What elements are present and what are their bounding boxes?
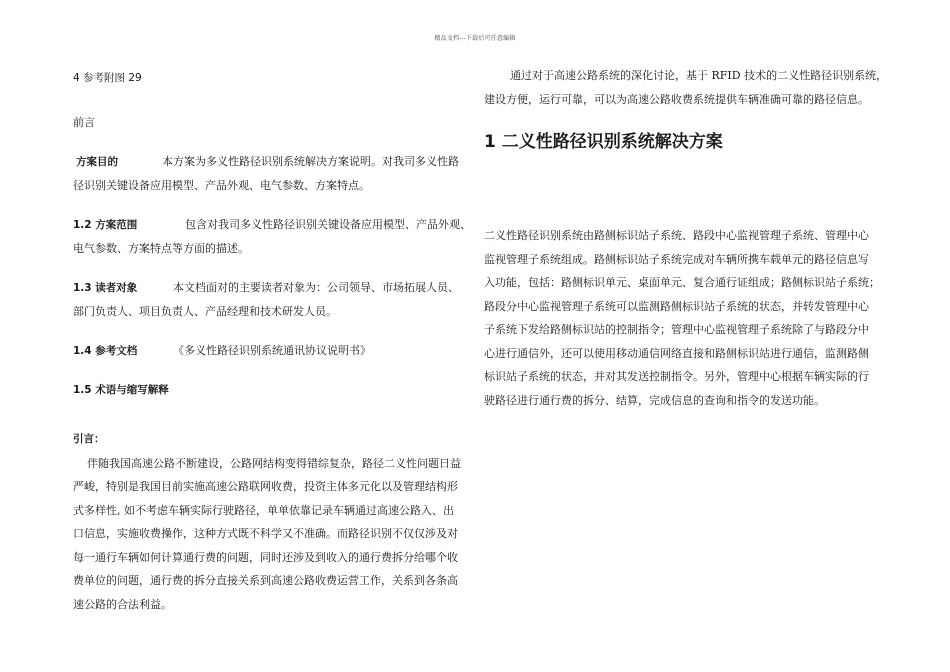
section-title: 方案目的 bbox=[76, 156, 118, 168]
body-line: 建设方便，运行可靠，可以为高速公路收费系统提供车辆准确可靠的路径信息。 bbox=[484, 92, 869, 106]
body-line: 监视管理子系统组成。路侧标识站子系统完成对车辆所携车载单元的路径信息写 bbox=[484, 252, 869, 266]
section-title: 1.4 参考文档 bbox=[73, 345, 138, 357]
section-text: 包含对我司多义性路径识别关键设备应用模型、产品外观、 bbox=[185, 218, 471, 231]
section-text: 部门负责人、项目负责人、产品经理和技术研发人员。 bbox=[73, 304, 337, 318]
section-purpose bbox=[73, 150, 473, 197]
body-line: 标识站子系统的状态，并对其发送控制指令。另外，管理中心根据车辆实际的行 bbox=[484, 370, 869, 383]
section-title: 1.3 读者对象 bbox=[73, 282, 138, 294]
intro-line: 式多样性, 如不考虑车辆实际行驶路径，单单依靠记录车辆通过高速公路入、出 bbox=[73, 503, 454, 517]
section-text: 电气参数、方案特点等方面的描述。 bbox=[73, 241, 249, 255]
body-line: 路段分中心监视管理子系统可以监测路侧标识站子系统的状态，并转发管理中心 bbox=[484, 299, 869, 313]
body-line: 通过对于高速公路系统的深化讨论，基于 RFID 技术的二义性路径识别系统， bbox=[510, 69, 888, 82]
body-line: 子系统下发给路侧标识站的控制指令；管理中心监视管理子系统除了与路段分中 bbox=[484, 323, 869, 336]
section-scope bbox=[73, 213, 473, 260]
page-header: 精品文档---下载后可任意编辑 bbox=[434, 35, 516, 42]
preface-heading: 前言 bbox=[73, 115, 95, 129]
intro-line: 口信息，实施收费操作，这种方式既不科学又不准确。而路径识别不仅仅涉及对 bbox=[73, 527, 458, 540]
section-text: 《多义性路径识别系统通讯协议说明书》 bbox=[173, 344, 371, 357]
system-description bbox=[484, 224, 884, 412]
intro-line: 速公路的合法利益。 bbox=[73, 597, 172, 611]
body-line: 心进行通信外，还可以使用移动通信网络直接和路侧标识站进行通信，监测路侧 bbox=[484, 346, 869, 360]
section-text: 径识别关键设备应用模型、产品外观、电气参数、方案特点。 bbox=[73, 178, 370, 192]
right-column bbox=[484, 64, 888, 412]
intro-section bbox=[73, 428, 473, 616]
body-line: 驶路径进行通行费的拆分、结算，完成信息的查询和指令的发送功能。 bbox=[484, 393, 825, 407]
intro-line: 严峻，特别是我国目前实施高速公路联网收费，投资主体多元化以及管理结构形 bbox=[73, 480, 458, 493]
intro-line: 每一通行车辆如何计算通行费的问题，同时还涉及到收入的通行费拆分给哪个收 bbox=[73, 550, 458, 564]
section-text: 本文档面对的主要读者对象为：公司领导、市场拓展人员、 bbox=[173, 281, 459, 294]
intro-line: 费单位的问题，通行费的拆分直接关系到高速公路收费运营工作，关系到各条高 bbox=[73, 574, 458, 587]
intro-title: 引言： bbox=[73, 433, 105, 445]
section-terms-title: 1.5 术语与缩写解释 bbox=[73, 383, 169, 396]
intro-line: 伴随我国高速公路不断建设，公路网结构变得错综复杂，路径二义性问题日益 bbox=[87, 456, 461, 470]
section-title: 1.2 方案范围 bbox=[73, 219, 138, 231]
left-column bbox=[73, 67, 473, 616]
chapter-heading: 1 二义性路径识别系统解决方案 bbox=[484, 132, 723, 152]
body-line: 二义性路径识别系统由路侧标识站子系统、路段中心监视管理子系统、管理中心 bbox=[484, 229, 869, 242]
body-line: 入功能，包括：路侧标识单元、桌面单元、复合通行证组成；路侧标识站子系统； bbox=[484, 276, 880, 289]
section-text: 本方案为多义性路径识别系统解决方案说明。对我司多义性路 bbox=[162, 155, 459, 168]
section-references bbox=[73, 339, 473, 363]
section-readers bbox=[73, 276, 473, 323]
toc-line: 4 参考附图 29 bbox=[73, 72, 142, 84]
